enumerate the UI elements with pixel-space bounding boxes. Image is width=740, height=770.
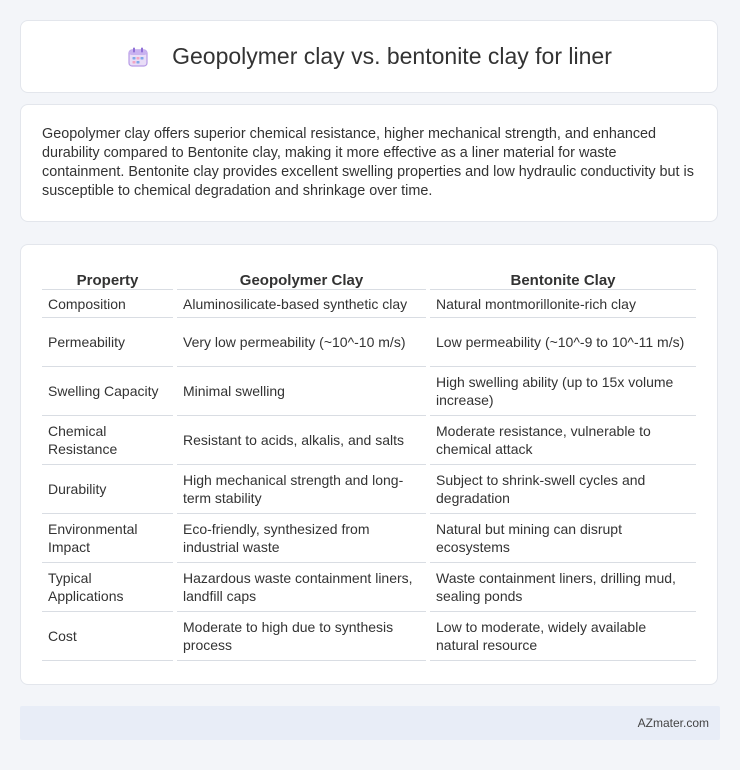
summary-card xyxy=(20,104,718,222)
table-row xyxy=(42,416,696,465)
footer-brand[interactable]: AZmater.com xyxy=(637,716,709,730)
table-row xyxy=(42,612,696,661)
bentonite-cell: Moderate resistance, vulnerable to chemical attack xyxy=(430,416,696,465)
bentonite-cell: Natural but mining can disrupt ecosystems xyxy=(430,514,696,563)
table-row xyxy=(42,318,696,367)
column-header-bentonite: Bentonite Clay xyxy=(430,265,696,290)
footer xyxy=(20,706,720,740)
geopolymer-cell: Aluminosilicate-based synthetic clay xyxy=(177,290,426,318)
geopolymer-cell: Resistant to acids, alkalis, and salts xyxy=(177,416,426,465)
property-cell: Typical Applications xyxy=(42,563,173,612)
property-cell: Environmental Impact xyxy=(42,514,173,563)
geopolymer-cell: Eco-friendly, synthesized from industrial waste xyxy=(177,514,426,563)
bentonite-cell: Natural montmorillonite-rich clay xyxy=(430,290,696,318)
page-title: Geopolymer clay vs. bentonite clay for liner xyxy=(172,43,612,69)
geopolymer-cell: Minimal swelling xyxy=(177,367,426,416)
table-row xyxy=(42,290,696,318)
bentonite-cell: Waste containment liners, drilling mud, sealing ponds xyxy=(430,563,696,612)
bentonite-cell: High swelling ability (up to 15x volume increase) xyxy=(430,367,696,416)
geopolymer-cell: Moderate to high due to synthesis process xyxy=(177,612,426,661)
property-cell: Chemical Resistance xyxy=(42,416,173,465)
property-cell: Durability xyxy=(42,465,173,514)
property-cell: Swelling Capacity xyxy=(42,367,173,416)
table-row xyxy=(42,465,696,514)
table-header-row xyxy=(42,265,696,290)
summary-text: Geopolymer clay offers superior chemical resistance, higher mechanical strength, and enhanced durability compared to Bentonite clay, making it more effective as a liner material for waste containment. Bentonite clay provides excellent swelling properties and low hydraulic conductivity but is susceptible to chemical degradation and shrinkage over time. xyxy=(42,126,694,199)
comparison-card xyxy=(20,244,718,685)
title-card xyxy=(20,20,718,93)
table-row xyxy=(42,367,696,416)
column-header-property: Property xyxy=(42,265,173,290)
calendar-icon xyxy=(126,45,150,69)
page-title-wrap xyxy=(126,43,612,70)
comparison-table xyxy=(38,265,700,661)
property-cell: Composition xyxy=(42,290,173,318)
geopolymer-cell: Hazardous waste containment liners, landfill caps xyxy=(177,563,426,612)
property-cell: Permeability xyxy=(42,318,173,367)
bentonite-cell: Subject to shrink-swell cycles and degradation xyxy=(430,465,696,514)
bentonite-cell: Low permeability (~10^-9 to 10^-11 m/s) xyxy=(430,318,696,367)
table-row xyxy=(42,514,696,563)
geopolymer-cell: Very low permeability (~10^-10 m/s) xyxy=(177,318,426,367)
column-header-geopolymer: Geopolymer Clay xyxy=(177,265,426,290)
property-cell: Cost xyxy=(42,612,173,661)
bentonite-cell: Low to moderate, widely available natural resource xyxy=(430,612,696,661)
geopolymer-cell: High mechanical strength and long-term stability xyxy=(177,465,426,514)
table-row xyxy=(42,563,696,612)
